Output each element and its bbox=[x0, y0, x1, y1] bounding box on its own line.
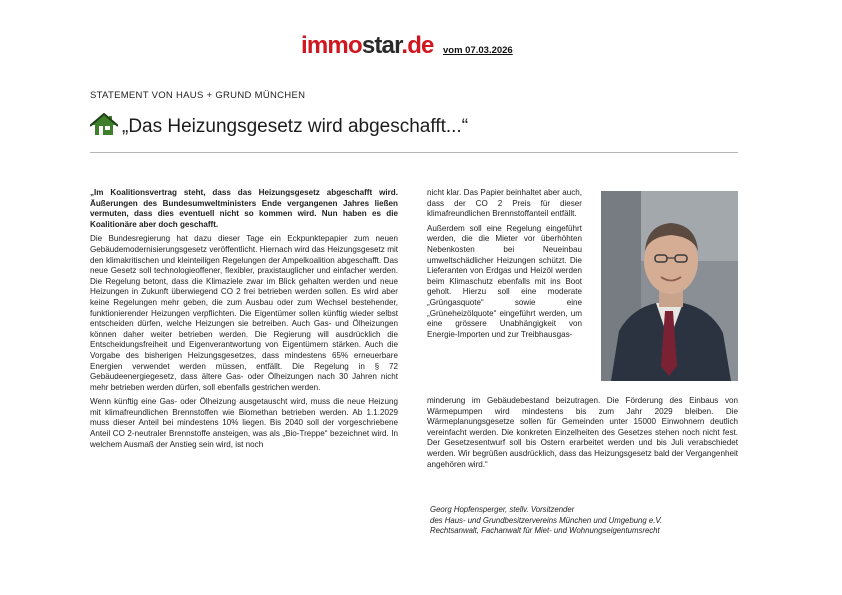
article-paragraph: Wenn künftig eine Gas- oder Ölheizung ausgetauscht wird, muss die neue Heizung mit klimafreundlichen Brennstoffen wie Biomethan betrieben werden. Ab 1.1.2029 muss dieser Anteil bei mindestens 10% liegen. Bis 2040 soll der vorgeschriebene Anteil CO 2-neutraler Brennstoffe ansteigen, was als „Bio-Treppe“ bezeichnet wird. In welchem Ausmaß der Anstieg sein wird, ist noch bbox=[90, 397, 398, 449]
headline-divider bbox=[90, 152, 738, 153]
logo-part-de: .de bbox=[401, 32, 434, 59]
logo-part-star: star bbox=[361, 32, 402, 59]
article-column-left bbox=[90, 188, 398, 454]
author-role: Rechtsanwalt, Fachanwalt für Miet- und Wohnungseigentumsrecht bbox=[430, 526, 660, 535]
author-signature bbox=[430, 505, 730, 537]
issue-date: vom 07.03.2026 bbox=[443, 45, 513, 56]
article-column-right-bottom bbox=[427, 396, 738, 474]
article-lead: „Im Koalitionsvertrag steht, dass das Heizungsgesetz abgeschafft wird. Äußerungen des Bundesumweltministers Ende vergangenen Jahres ließen vermuten, dass dies eventuell nicht so kommen wird. Nun haben es die Koalitionäre aber doch geschafft. bbox=[90, 188, 398, 229]
headline: „Das Heizungsgesetz wird abgeschafft...“ bbox=[122, 116, 469, 137]
immostar-logo bbox=[301, 33, 434, 59]
author-organization: des Haus- und Grundbesitzervereins München und Umgebung e.V. bbox=[430, 515, 663, 525]
author-portrait bbox=[601, 191, 738, 381]
article-paragraph: minderung im Gebäudebestand beizutragen. Die Förderung des Einbaus von Wärmepumpen wird mindestens bis zum Jahr 2029 bleiben. Die Wärmeplanungsgesetze sollen für Gemeinden unter 15000 Einwohnern deutlich vereinfacht werden. Die konkreten Einzelheiten des Gesetzes stehen noch nicht fest. Der Gesetzesentwurf soll bis Ostern erarbeitet werden und bis Juli verabschiedet werden. Wir begrüßen ausdrücklich, dass das Heizungsgesetz bald der Vergangenheit angehören wird.“ bbox=[427, 396, 738, 469]
article-paragraph: nicht klar. Das Papier beinhaltet aber auch, dass der CO 2 Preis für dieser klimafreundlichen Brennstoffanteil entfällt. bbox=[427, 188, 582, 219]
kicker: STATEMENT VON HAUS + GRUND MÜNCHEN bbox=[90, 90, 306, 101]
logo-part-immo: immo bbox=[301, 32, 362, 59]
article-column-right-top bbox=[427, 188, 582, 344]
house-icon bbox=[90, 113, 118, 137]
article-paragraph: Außerdem soll eine Regelung eingeführt werden, die die Mieter vor überhöhten Nebenkosten bei Neueinbau umweltschädlicher Heizungen schützt. Die Lieferanten von Erdgas und Heizöl werden beim Klimaschutz ebenfalls mit ins Boot geholt. Hierzu soll eine moderate „Grüngasquote“ sowie eine „Grüneheizölquote“ eingeführt werden, um eine grössere Unabhängigkeit von Energie-Importen und zur Treibhausgas- bbox=[427, 223, 582, 339]
article-paragraph: Die Bundesregierung hat dazu dieser Tage ein Eckpunktepapier zum neuen Gebäudemodernisierungsgesetz veröffentlicht. Hiernach wird das Heizungsgesetz mit den klimakritischen und kleinteiligen Regelungen der Ampelkoalition abgeschafft. Das neue Gesetz soll technologieoffener, flexibler, praxistauglicher und einfacher werden. Die Regelung betont, dass die Klimaziele zwar im Blick gehalten werden und neue Heizungen in Zukunft überwiegend CO 2 frei betrieben werden sollen. Es wird aber keine Regelungen mehr geben, die zum Ausbau oder zum Wechsel bestehender, funktionierender Heizungen verpflichten. Die Eigentümer sollen künftig wieder selbst entscheiden dürfen, welche Heizungen sie betreiben. Auch Gas- und Ölheizungen können daher weiter betrieben werden. Die Regierung will ausdrücklich die Entscheidungsfreiheit und Eigenverantwortung von Eigentümern stärken. Auch die Vorgabe des bisherigen Heizungsgesetzes, dass mindestens 65% erneuerbare Energien verwendet werden müssen, entfällt. Die Regelung in § 72 Gebäudeenergiegesetz, dass ältere Gas- oder Ölheizungen nach 30 Jahren nicht mehr betrieben werden dürfen, soll ebenfalls gestrichen werden. bbox=[90, 234, 398, 392]
author-name: Georg Hopfensperger, stellv. Vorsitzender bbox=[430, 505, 575, 514]
